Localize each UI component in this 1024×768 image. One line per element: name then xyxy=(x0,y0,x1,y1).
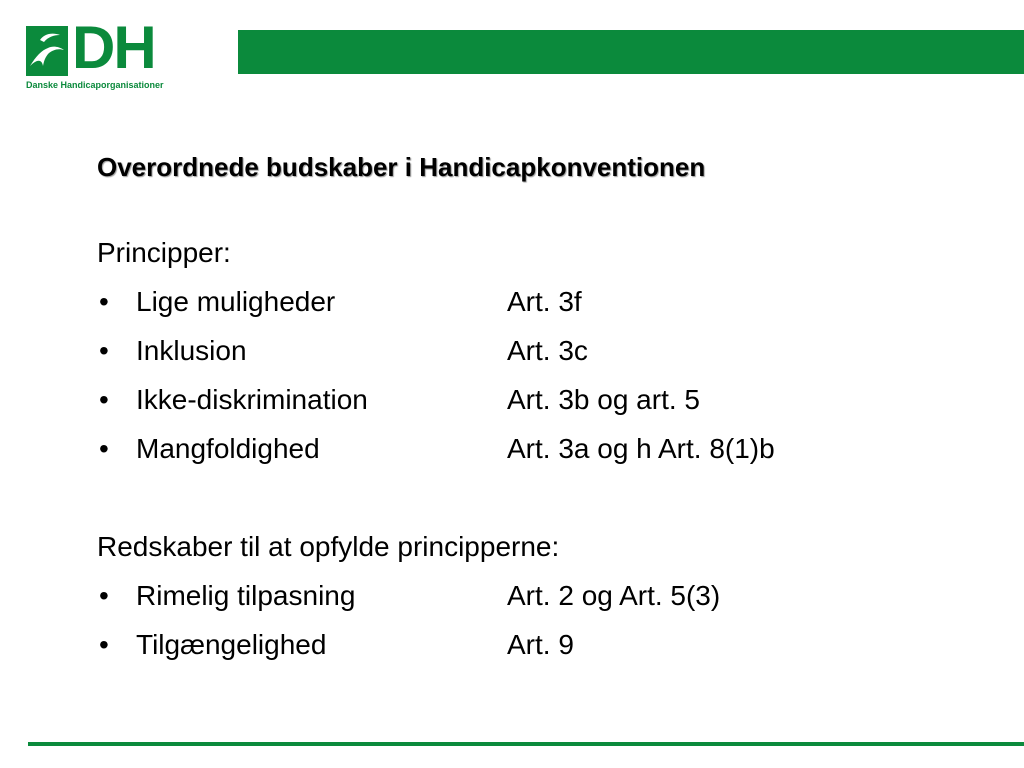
item-label: Rimelig tilpasning xyxy=(136,580,356,611)
item-reference: Art. 9 xyxy=(507,629,574,660)
item-reference: Art. 3c xyxy=(507,335,588,366)
item-label: Mangfoldighed xyxy=(136,433,320,464)
list-item xyxy=(97,620,997,669)
tools-heading: Redskaber til at opfylde principperne: xyxy=(97,531,560,562)
slide-title: Overordnede budskaber i Handicapkonventionen xyxy=(97,152,706,182)
bullet: • xyxy=(99,384,109,415)
item-reference: Art. 3a og h Art. 8(1)b xyxy=(507,433,775,464)
item-label: Lige muligheder xyxy=(136,286,336,317)
bullet: • xyxy=(99,286,109,317)
list-item xyxy=(97,375,997,424)
item-label: Tilgængelighed xyxy=(136,629,327,660)
footer-rule xyxy=(28,742,1024,746)
list-item xyxy=(97,424,997,473)
bullet: • xyxy=(99,335,109,366)
item-reference: Art. 3f xyxy=(507,286,582,317)
logo-text: DH xyxy=(72,14,155,81)
list-item xyxy=(97,571,997,620)
principles-heading: Principper: xyxy=(97,237,231,268)
list-item xyxy=(97,277,997,326)
item-label: Inklusion xyxy=(136,335,247,366)
header-bar xyxy=(238,30,1024,74)
bullet: • xyxy=(99,433,109,464)
dh-logo xyxy=(26,14,176,94)
item-label: Ikke-diskrimination xyxy=(136,384,368,415)
bullet: • xyxy=(99,580,109,611)
item-reference: Art. 2 og Art. 5(3) xyxy=(507,580,721,611)
list-item xyxy=(97,326,997,375)
section-spacer xyxy=(97,473,997,522)
item-reference: Art. 3b og art. 5 xyxy=(507,384,700,415)
logo-subtitle: Danske Handicaporganisationer xyxy=(26,80,164,90)
slide-content xyxy=(97,228,997,669)
bullet: • xyxy=(99,629,109,660)
bird-logo-icon xyxy=(26,26,68,76)
